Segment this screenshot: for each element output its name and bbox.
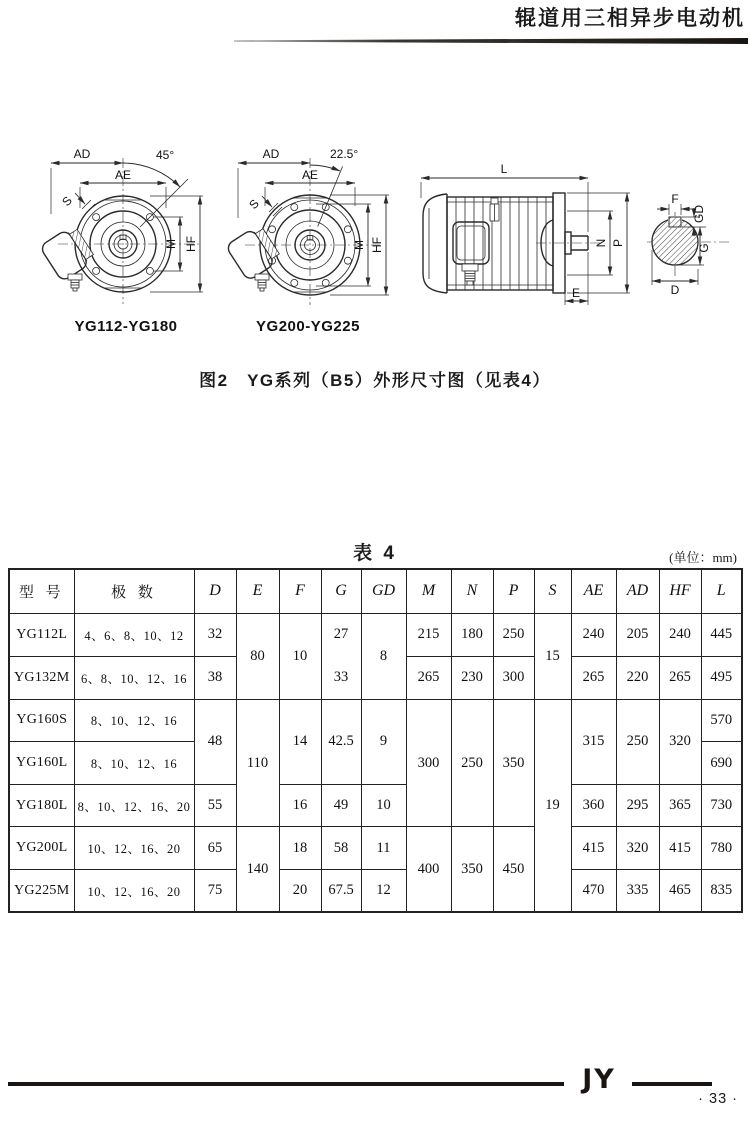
table-cell: YG132M	[9, 656, 74, 699]
dim-s-1: S	[59, 193, 75, 209]
dim-gd: GD	[692, 205, 706, 223]
column-header: M	[406, 569, 451, 613]
table-cell: 335	[616, 870, 659, 913]
table-cell: 240	[571, 613, 616, 656]
table-cell: 8、10、12、16	[74, 699, 194, 742]
table-cell: 295	[616, 784, 659, 827]
footer-rule-right	[632, 1082, 712, 1086]
table-cell: 27 33	[321, 613, 361, 699]
table-cell: YG180L	[9, 784, 74, 827]
table-cell: 15	[534, 613, 571, 699]
terminal-box	[39, 224, 96, 282]
table-cell: 8	[361, 613, 406, 699]
dimensions-table	[8, 568, 743, 913]
dim-g: G	[697, 243, 711, 253]
column-header: N	[451, 569, 493, 613]
column-header: E	[236, 569, 279, 613]
table-cell: 65	[194, 827, 236, 870]
table-cell: 265	[659, 656, 701, 699]
table-cell: 250	[616, 699, 659, 784]
cable-gland	[68, 274, 82, 291]
dim-n: N	[594, 238, 608, 248]
table-cell: 58	[321, 827, 361, 870]
dim-p: P	[611, 238, 625, 248]
dim-f: F	[671, 192, 679, 206]
table-title: 表 4	[353, 543, 397, 564]
table-cell: 780	[701, 827, 742, 870]
table-cell: 42.5	[321, 699, 361, 784]
table-cell: 16	[279, 784, 321, 827]
cable-gland	[255, 274, 269, 291]
table-cell: 730	[701, 784, 742, 827]
dim-s-2: S	[246, 196, 262, 212]
table-cell: 19	[534, 699, 571, 912]
table-cell: 10、12、16、20	[74, 827, 194, 870]
table-cell: 350	[493, 699, 534, 827]
table-cell: 415	[571, 827, 616, 870]
table-cell: 10、12、16、20	[74, 870, 194, 913]
table-cell: 140	[236, 827, 279, 912]
column-header: G	[321, 569, 361, 613]
table-row	[9, 827, 742, 870]
column-header: AD	[616, 569, 659, 613]
dim-ad-1: AD	[73, 147, 91, 161]
front-view-large	[225, 147, 389, 335]
table-cell: 400	[406, 827, 451, 912]
table-cell: 315	[571, 699, 616, 784]
table-cell: 67.5	[321, 870, 361, 913]
table-cell: 20	[279, 870, 321, 913]
table-cell: 360	[571, 784, 616, 827]
dim-m-2: M	[352, 240, 366, 250]
table-cell: 250	[451, 699, 493, 827]
view2-label: YG200-YG225	[256, 318, 360, 335]
dim-d: D	[670, 283, 680, 297]
table-row	[9, 699, 742, 742]
table-cell: 470	[571, 870, 616, 913]
dim-m-1: M	[164, 239, 178, 249]
dim-ae-2: AE	[301, 168, 319, 182]
table-cell: 10	[361, 784, 406, 827]
table-cell: 445	[701, 613, 742, 656]
table-cell: 80	[236, 613, 279, 699]
table-cell: 4、6、8、10、12	[74, 613, 194, 656]
figure-caption: 图2 YG系列（B5）外形尺寸图（见表4）	[199, 371, 551, 390]
table-cell: 365	[659, 784, 701, 827]
table-row	[9, 870, 742, 913]
table-cell: 495	[701, 656, 742, 699]
table-cell: 570	[701, 699, 742, 742]
table-row	[9, 784, 742, 827]
table-cell: 14	[279, 699, 321, 784]
header-rule	[234, 38, 748, 44]
column-header: P	[493, 569, 534, 613]
dim-ae-1: AE	[114, 168, 132, 182]
view1-label: YG112-YG180	[74, 318, 178, 335]
table-cell: 8、10、12、16、20	[74, 784, 194, 827]
table-cell: 240	[659, 613, 701, 656]
table-cell: 180	[451, 613, 493, 656]
dim-ad-2: AD	[262, 147, 280, 161]
table-cell: 415	[659, 827, 701, 870]
shaft-section	[647, 192, 730, 297]
table-cell: 320	[659, 699, 701, 784]
table-cell: 38	[194, 656, 236, 699]
table-cell: 300	[406, 699, 451, 827]
dimension-drawings	[30, 128, 750, 340]
dim-l: L	[500, 162, 508, 176]
table-cell: 465	[659, 870, 701, 913]
table-row	[9, 613, 742, 656]
table-cell: 110	[236, 699, 279, 827]
dim-angle-225: 22.5°	[330, 147, 359, 161]
table-cell: 300	[493, 656, 534, 699]
table-cell: 250	[493, 613, 534, 656]
page-header-title: 辊道用三相异步电动机	[515, 7, 745, 30]
table-cell: 32	[194, 613, 236, 656]
column-header: 极 数	[74, 569, 194, 613]
column-header: 型 号	[9, 569, 74, 613]
dim-hf-1: HF	[184, 236, 198, 252]
footer-rule-left	[8, 1082, 564, 1086]
table-cell: 450	[493, 827, 534, 912]
page-number: · 33 ·	[698, 1091, 738, 1107]
table-cell: 205	[616, 613, 659, 656]
table-cell: 8、10、12、16	[74, 742, 194, 785]
table-cell: 220	[616, 656, 659, 699]
table-header-row	[9, 569, 742, 613]
table-cell: 265	[571, 656, 616, 699]
column-header: F	[279, 569, 321, 613]
table-unit-note: (单位：mm)	[669, 550, 737, 565]
table-cell: 12	[361, 870, 406, 913]
table-cell: 230	[451, 656, 493, 699]
side-view	[421, 162, 630, 305]
table-cell: YG160S	[9, 699, 74, 742]
table-cell: 690	[701, 742, 742, 785]
column-header: D	[194, 569, 236, 613]
column-header: S	[534, 569, 571, 613]
table-cell: 835	[701, 870, 742, 913]
table-cell: YG112L	[9, 613, 74, 656]
table-cell: 215	[406, 613, 451, 656]
dim-hf-2: HF	[370, 237, 384, 253]
column-header: HF	[659, 569, 701, 613]
table-cell: 350	[451, 827, 493, 912]
table-cell: 265	[406, 656, 451, 699]
table-cell: 11	[361, 827, 406, 870]
table-cell: YG200L	[9, 827, 74, 870]
table-cell: YG160L	[9, 742, 74, 785]
table-cell: 9	[361, 699, 406, 784]
column-header: GD	[361, 569, 406, 613]
table-cell: 18	[279, 827, 321, 870]
column-header: AE	[571, 569, 616, 613]
front-view-small	[39, 147, 203, 335]
dim-e: E	[571, 286, 581, 300]
table-cell: 10	[279, 613, 321, 699]
table-cell: 48	[194, 699, 236, 784]
table-cell: 320	[616, 827, 659, 870]
table-cell: 75	[194, 870, 236, 913]
table-cell: YG225M	[9, 870, 74, 913]
dim-angle-45: 45°	[156, 148, 175, 162]
table-cell: 55	[194, 784, 236, 827]
table-cell: 49	[321, 784, 361, 827]
column-header: L	[701, 569, 742, 613]
publisher-logo: JY	[582, 1064, 616, 1095]
table-cell: 6、8、10、12、16	[74, 656, 194, 699]
